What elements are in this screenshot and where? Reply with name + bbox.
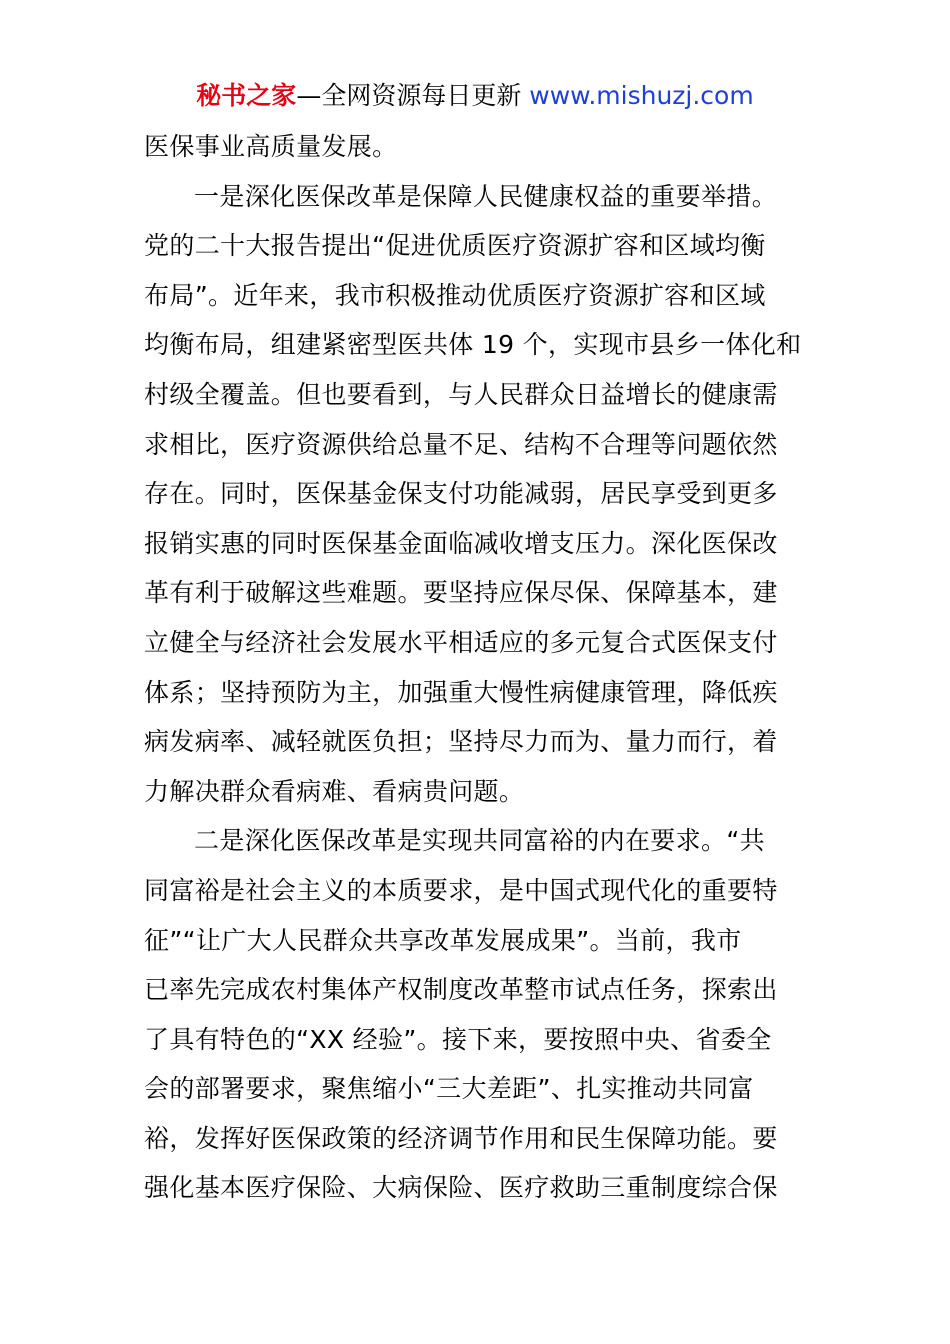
text-line: 裕，发挥好医保政策的经济调节作用和民生保障功能。要 [144, 1123, 778, 1153]
text-line: 会的部署要求，聚焦缩小“三大差距”、扎实推动共同富 [144, 1074, 754, 1104]
text-line: 体系；坚持预防为主，加强重大慢性病健康管理，降低疾 [144, 677, 778, 707]
text-line: 了具有特色的“XX 经验”。接下来，要按照中央、省委全 [144, 1024, 772, 1054]
text-line: 同富裕是社会主义的本质要求，是中国式现代化的重要特 [144, 875, 778, 905]
page-header [0, 78, 950, 114]
paragraph-start-line: 二是深化医保改革是实现共同富裕的内在要求。“共 [194, 826, 766, 856]
text-line: 存在。同时，医保基金保支付功能减弱，居民享受到更多 [144, 479, 778, 509]
text-line: 征”“让广大人民群众共享改革发展成果”。当前，我市 [144, 925, 742, 955]
text-line: 革有利于破解这些难题。要坚持应保尽保、保障基本，建 [144, 578, 778, 608]
brand-name: 秘书之家 [196, 81, 297, 110]
text-line: 强化基本医疗保险、大病保险、医疗救助三重制度综合保 [144, 1173, 778, 1203]
text-line: 布局”。近年来，我市积极推动优质医疗资源扩容和区域 [144, 280, 766, 310]
text-line: 已率先完成农村集体产权制度改革整市试点任务，探索出 [144, 975, 778, 1005]
text-line: 力解决群众看病难、看病贵问题。 [144, 776, 525, 806]
text-line: 医保事业高质量发展。 [144, 132, 398, 161]
text-line: 均衡布局，组建紧密型医共体 19 个，实现市县乡一体化和 [144, 330, 802, 360]
paragraph-start-line: 一是深化医保改革是保障人民健康权益的重要举措。 [194, 181, 778, 211]
text-line: 党的二十大报告提出“促进优质医疗资源扩容和区域均衡 [144, 231, 766, 261]
text-line: 求相比，医疗资源供给总量不足、结构不合理等问题依然 [144, 429, 778, 459]
header-tagline: —全网资源每日更新 [296, 81, 522, 110]
text-line: 村级全覆盖。但也要看到，与人民群众日益增长的健康需 [144, 379, 778, 409]
site-url: www.mishuzj.com [529, 81, 754, 110]
text-line: 病发病率、减轻就医负担；坚持尽力而为、量力而行，着 [144, 727, 778, 757]
text-line: 报销实惠的同时医保基金面临减收增支压力。深化医保改 [144, 528, 778, 558]
document-body [144, 122, 806, 1213]
text-line: 立健全与经济社会发展水平相适应的多元复合式医保支付 [144, 627, 778, 657]
